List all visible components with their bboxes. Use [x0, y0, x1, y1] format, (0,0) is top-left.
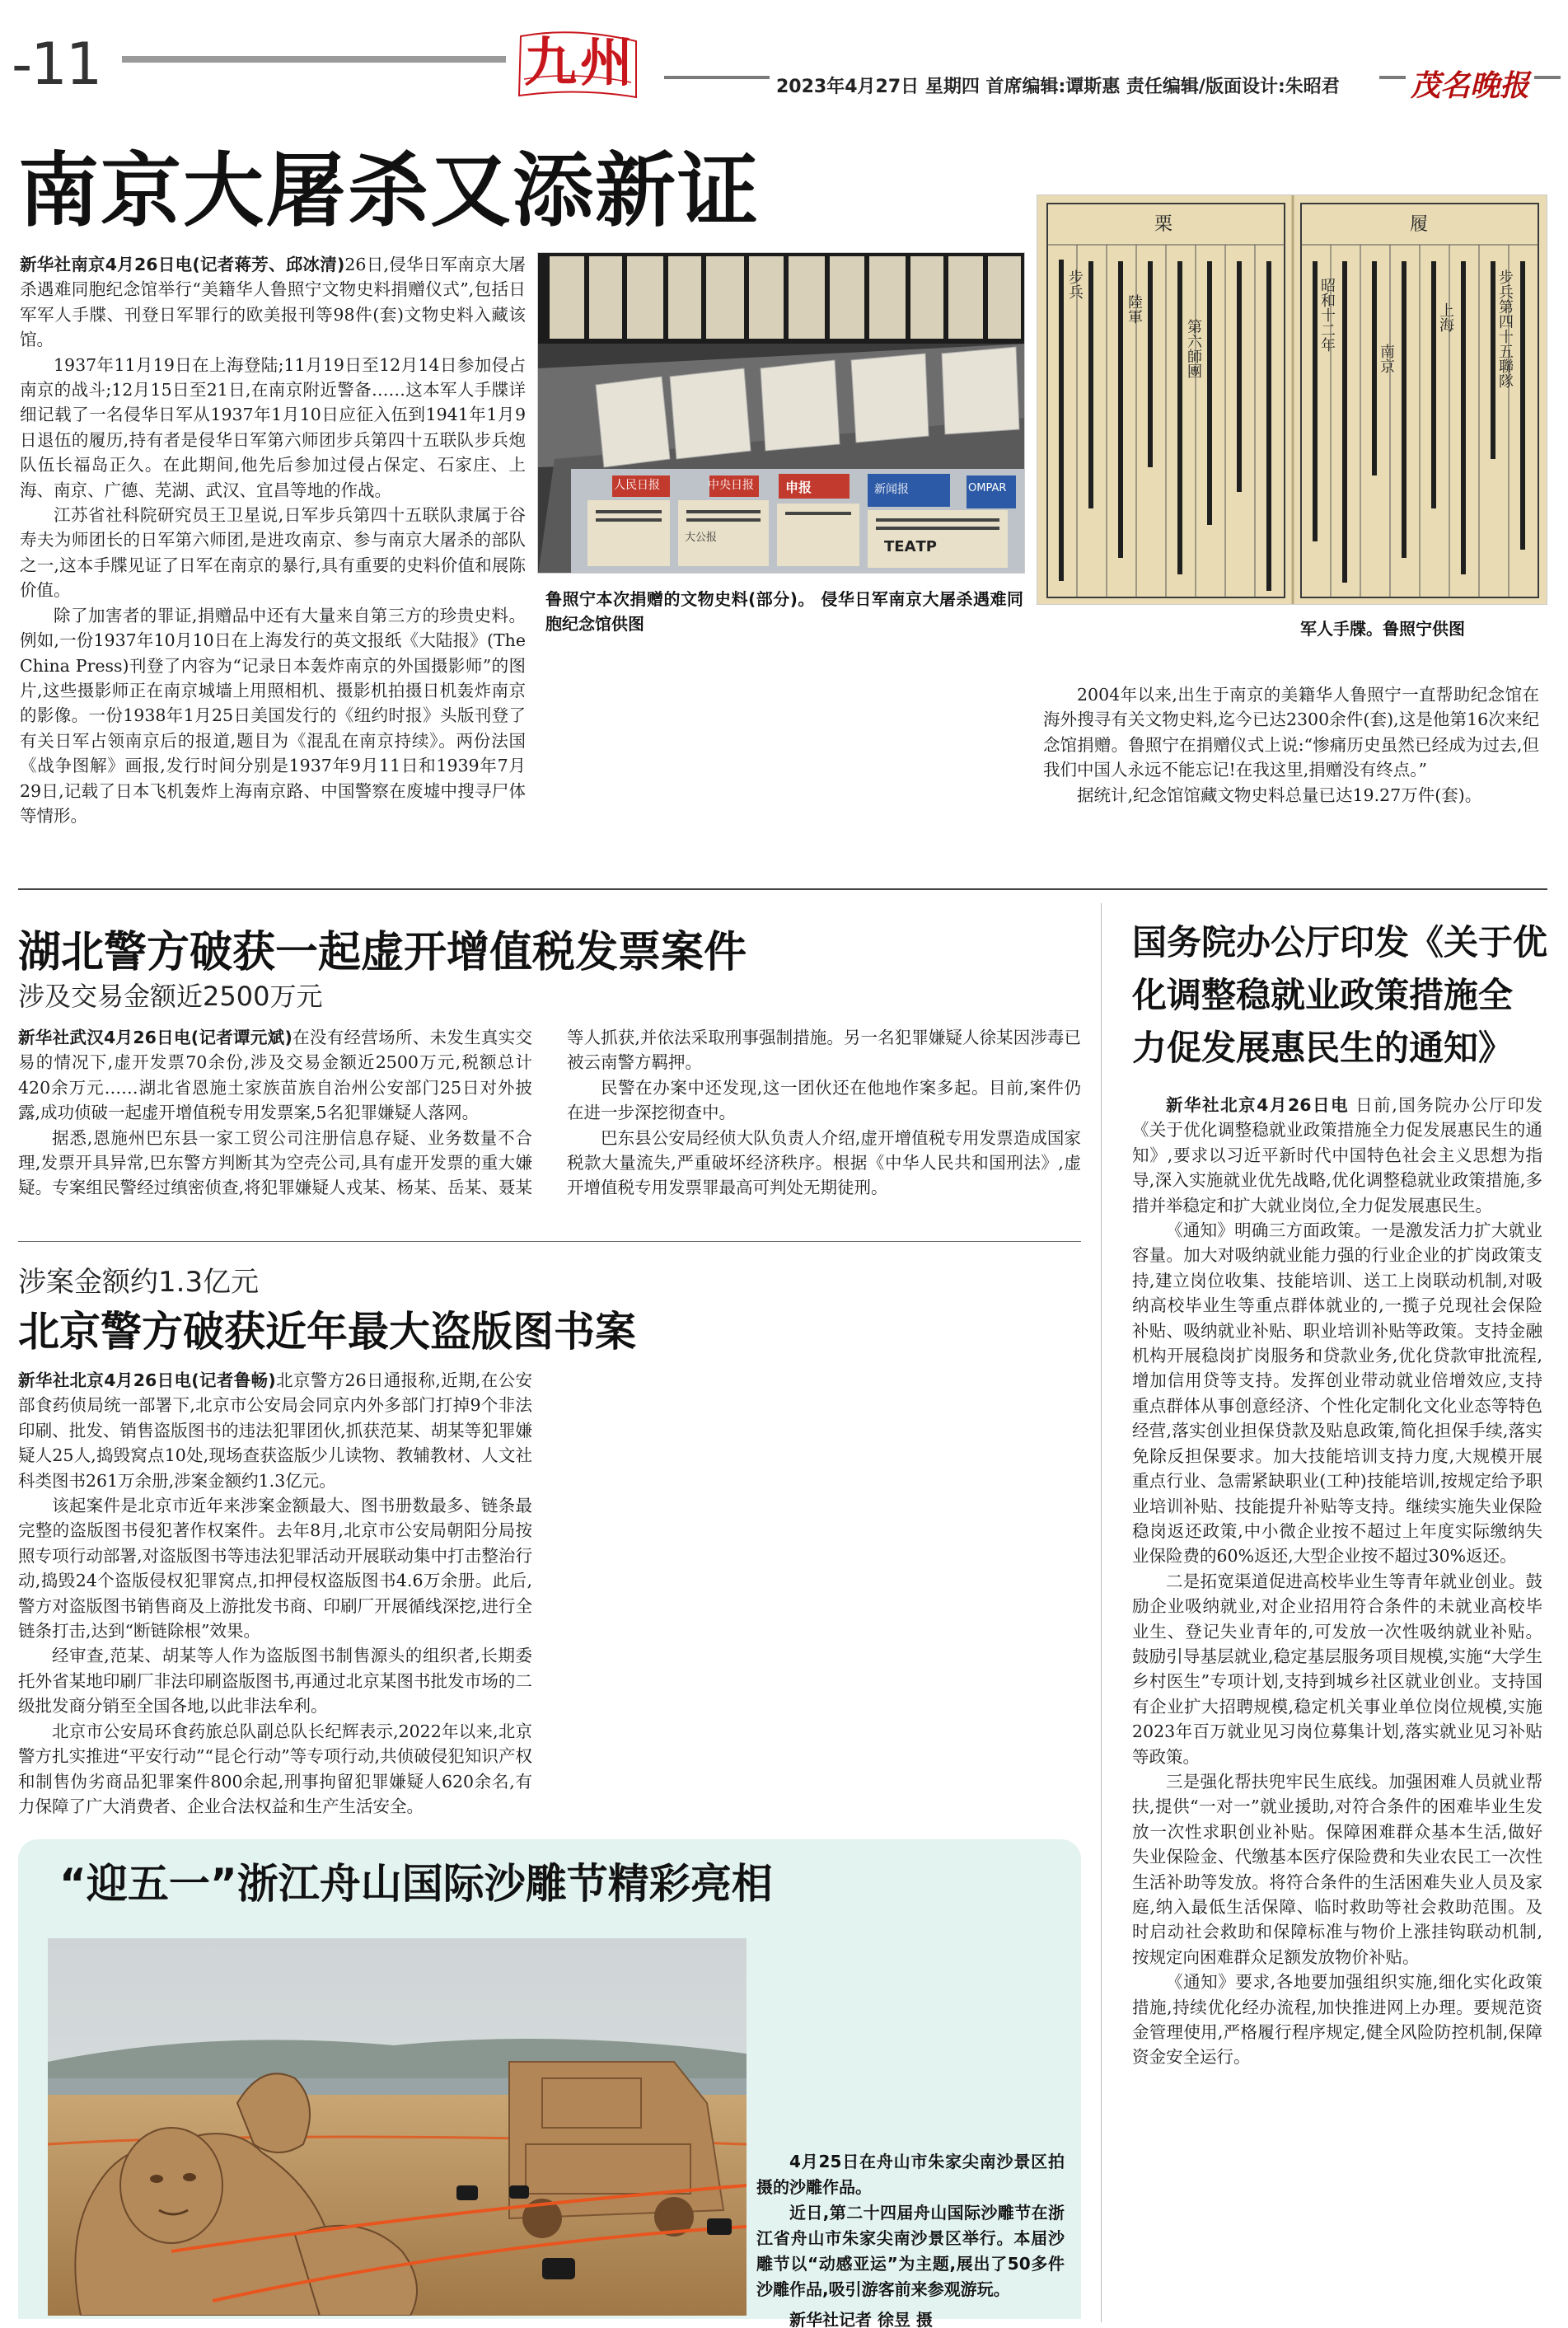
right-column-rule: [1101, 903, 1102, 2322]
sand-sculpture-illustration: [48, 1938, 747, 2316]
state-council-headline-line2: 化调整稳就业政策措施全: [1132, 975, 1514, 1015]
artifact-label-5: 大公报: [685, 532, 718, 544]
nanjing-column-1: [20, 252, 526, 852]
zhoushan-caption-p1: 4月25日在舟山市朱家尖南沙景区拍摄的沙雕作品。: [756, 2152, 1065, 2197]
artifact-label-3: 申报: [785, 480, 812, 495]
state-council-headline-line1: 国务院办公厅印发《关于优: [1132, 922, 1548, 963]
hubei-p2: 据悉,恩施州巴东县一家工贸公司注册信息存疑、业务数量不合理,发票开具异常,巴东警方判断其为空壳公司,具有虚开发票的重大嫌疑。专案组民警经过缜密侦查,将犯罪嫌疑人戎某、杨某、岳某、聂某等人抓获,并依法采取刑事强制措施。另一名犯罪嫌疑人徐某因涉毒已被云南警方羁押。: [18, 1028, 1081, 1198]
sand-sculpture-photo: [48, 1938, 747, 2316]
handbook-label-4: 陸軍: [1126, 294, 1143, 324]
nanjing-dateline: 新华社南京4月26日电(记者蒋芳、邱冰清): [20, 255, 345, 274]
section-divider-1: [18, 888, 1547, 890]
beijing-p4: 北京市公安局环食药旅总队副总队长纪辉表示,2022年以来,北京警方扎实推进“平安行动”“昆仑行动”等专项行动,共侦破侵犯知识产权和制售伪劣商品犯罪案件800余起,刑事拘留犯罪嫌疑人620余名,有力保障了广大消费者、企业合法权益和生产生活安全。: [18, 1721, 532, 1816]
state-council-dateline: 新华社北京4月26日电: [1166, 1095, 1350, 1115]
state-council-p2: 《通知》明确三方面政策。一是激发活力扩大就业容量。加大对吸纳就业能力强的行业企业的扩岗政策支持,建立岗位收集、技能培训、送工上岗联动机制,对吸纳高校毕业生等重点群体就业的,一揽子兑现社会保险补贴、吸纳就业补贴、职业培训补贴等政策。支持金融机构开展稳岗扩岗服务和贷款业务,优化贷款审批流程,增加信用贷等支持。发挥创业带动就业倍增效应,支持重点群体从事创意经济、个性化定制化文化业态等特色经营,落实创业担保贷款及贴息政策,简化担保手续,落实免除反担保要求。加大技能培训支持力度,大规模开展重点行业、急需紧缺职业(工种)技能培训,按规定给予职业培训补贴、技能提升补贴等支持。继续实施失业保险稳岗返还政策,中小微企业按不超过上年度实际缴纳失业保险费的60%返还,大型企业按不超过30%返还。: [1132, 1220, 1542, 1567]
hubei-headline: 湖北警方破获一起虚开增值税发票案件: [18, 928, 747, 977]
beijing-dateline: 新华社北京4月26日电(记者鲁畅): [18, 1370, 276, 1390]
handbook-label-3: 步兵: [1066, 269, 1084, 299]
nanjing-headline: 南京大屠杀又添新证: [18, 144, 761, 238]
artifact-label-7: OMPAR: [968, 482, 1007, 494]
hubei-dateline: 新华社武汉4月26日电(记者谭元斌): [18, 1028, 293, 1047]
handbook-label-1: 栗: [1154, 214, 1173, 235]
state-council-p5: 《通知》要求,各地要加强组织实施,细化实化政策措施,持续优化经办流程,加快推进网上办理。要规范资金管理使用,严格履行程序规定,健全风险防控机制,保障资金安全运行。: [1132, 1972, 1542, 2068]
handbook-label-6: 昭和十二年: [1318, 278, 1336, 352]
artifact-label-6: ТЕАТР: [884, 538, 937, 555]
zhoushan-caption-p2: 近日,第二十四届舟山国际沙雕节在浙江省舟山市朱家尖南沙景区举行。本届沙雕节以“动感亚运”为主题,展出了50多件沙雕作品,吸引游客前来参观游玩。: [756, 2203, 1065, 2299]
masthead-left-rule: [122, 56, 506, 63]
handbook-label-9: 步兵第四十五聯隊: [1496, 269, 1514, 388]
state-council-headline: [1132, 916, 1547, 1075]
beijing-p2: 该起案件是北京市近年来涉案金额最大、图书册数最多、链条最完整的盗版图书侵犯著作权案件。去年8月,北京市公安局朝阳分局按照专项行动部署,对盗版图书等违法犯罪活动开展联动集中打击整治行动,捣毁24个盗版侵权犯罪窝点,扣押侵权盗版图书4.6万余册。此后,警方对盗版图书销售商及上游批发书商、印刷厂开展循线深挖,进行全链条打击,达到“断链除根”效果。: [18, 1496, 532, 1642]
artifact-label-2: 中央日报: [708, 479, 754, 492]
photo1-caption: 鲁照宁本次捐赠的文物史料(部分)。 侵华日军南京大屠杀遇难同胞纪念馆供图: [545, 589, 1023, 634]
nanjing-photo-handbook: [1037, 194, 1547, 605]
zhoushan-headline: “迎五一”浙江舟山国际沙雕节精彩亮相: [59, 1860, 773, 1908]
nanjing-p2: 1937年11月19日在上海登陆;11月19日至12月14日参加侵占南京的战斗;12月15日至21日,在南京附近警备……这本军人手牒详细记载了一名侵华日军从1937年1月10日应征入伍到1941年1月9日退伍的履历,持有者是侵华日军第六师团步兵第四十五联队步兵炮队伍长福岛正久。在此期间,他先后参加过侵占保定、石家庄、上海、南京、广德、芜湖、武汉、宜昌等地的作战。: [20, 354, 526, 500]
state-council-p4: 三是强化帮扶兜牢民生底线。加强困难人员就业帮扶,提供“一对一”就业援助,对符合条件的困难毕业生发放一次性求职创业补贴。保障困难群众基本生活,做好失业保险金、代缴基本医疗保险费和失业农民工一次性生活补助等发放。将符合条件的生活困难失业人员及家庭,纳入最低生活保障、临时救助等社会救助范围。及时启动社会救助和保障标准与物价上涨挂钩联动机制,按规定向困难群众足额发放物价补贴。: [1132, 1771, 1542, 1967]
artifact-label-4: 新闻报: [874, 483, 909, 496]
beijing-body: [18, 1368, 1081, 1829]
section-divider-2: [18, 1241, 1081, 1242]
state-council-p3: 二是拓宽渠道促进高校毕业生等青年就业创业。鼓励企业吸纳就业,对企业招用符合条件的未就业高校毕业生、登记失业青年的,可发放一次性吸纳就业补贴。鼓励引导基层就业,稳定基层服务项目规模,实施“大学生乡村医生”专项计划,支持到城乡社区就业创业。支持国有企业扩大招聘规模,稳定机关事业单位岗位规模,实施2023年百万就业见习岗位募集计划,落实就业见习补贴等政策。: [1132, 1571, 1542, 1767]
state-council-headline-line3: 力促发展惠民生的通知》: [1132, 1028, 1514, 1068]
artifacts-illustration: [538, 253, 1025, 574]
nanjing-p3: 江苏省社科院研究员王卫星说,日军步兵第四十五联队隶属于谷寿夫为师团长的日军第六师团,是进攻南京、参与南京大屠杀的部队之一,这本手牒见证了日军在南京的暴行,具有重要的史料价值和展陈价值。: [20, 505, 526, 601]
hubei-p4: 巴东县公安局经侦大队负责人介绍,虚开增值税专用发票造成国家税款大量流失,严重破坏经济秩序。根据《中华人民共和国刑法》,虚开增值税专用发票罪最高可判处无期徒刑。: [567, 1127, 1081, 1198]
date-line: 2023年4月27日 星期四 首席编辑:谭斯惠 责任编辑/版面设计:朱昭君: [770, 73, 1379, 102]
artifact-label-1: 人民日报: [614, 479, 660, 492]
handbook-label-5: 第六師團: [1185, 319, 1202, 378]
nanjing-p1: 26日,侵华日军南京大屠杀遇难同胞纪念馆举行“美籍华人鲁照宁文物史料捐赠仪式”,包括日军军人手牒、刊登日军罪行的欧美报刊等98件(套)文物史料入藏该馆。: [20, 255, 526, 350]
section-name: 九州: [524, 33, 636, 94]
nanjing-column-3: [1043, 682, 1539, 864]
beijing-kicker: 涉案金额约1.3亿元: [18, 1266, 260, 1299]
hubei-p3: 民警在办案中还发现,这一团伙还在他地作案多起。目前,案件仍在进一步深挖彻查中。: [567, 1077, 1081, 1123]
hubei-body: [18, 1025, 1081, 1248]
section-logo: [516, 30, 639, 101]
beijing-p1: 北京警方26日通报称,近期,在公安部食药侦局统一部署下,北京市公安局会同京内外多部门打掉9个非法印刷、批发、销售盗版图书的违法犯罪团伙,抓获范某、胡某等犯罪嫌疑人25人,捣毁窝点10处,现场查获盗版少儿读物、教辅教材、人文社科类图书261万余册,涉案金额约1.3亿元。: [18, 1370, 532, 1491]
nanjing-p5: 2004年以来,出生于南京的美籍华人鲁照宁一直帮助纪念馆在海外搜寻有关文物史料,迄今已达2300余件(套),这是他第16次来纪念馆捐赠。鲁照宁在捐赠仪式上说:“惨痛历史虽然已经成为过去,但我们中国人永远不能忘记!在我这里,捐赠没有终点。”: [1043, 685, 1539, 780]
nanjing-photo-artifacts: [537, 252, 1025, 574]
nanjing-column-2: [537, 682, 1022, 864]
photo2-caption: 军人手牒。鲁照宁供图: [1300, 619, 1465, 639]
page-number: -11: [12, 30, 101, 98]
zhoushan-credit: 新华社记者 徐昱 摄: [789, 2310, 933, 2328]
state-council-p1: 日前,国务院办公厅印发《关于优化调整稳就业政策措施全力促发展惠民生的通知》,要求以习近平新时代中国特色社会主义思想为指导,深入实施就业优先战略,优化调整稳就业政策措施,多措并举稳定和扩大就业岗位,全力促发展惠民生。: [1132, 1095, 1542, 1216]
handbook-ink: [1037, 195, 1547, 605]
paper-logo: 茂名晚报: [1406, 68, 1534, 105]
handbook-label-2: 履: [1410, 214, 1429, 235]
state-council-body: [1132, 1093, 1542, 2322]
nanjing-p4: 除了加害者的罪证,捐赠品中还有大量来自第三方的珍贵史料。例如,一份1937年10月10日在上海发行的英文报纸《大陆报》(The China Press)刊登了内容为“记录日本轰炸南京的外国摄影师”的图片,这些摄影师正在南京城墙上用照相机、摄影机拍摄日机轰炸南京的影像。一份1938年1月25日美国发行的《纽约时报》头版刊登了有关日军占领南京后的报道,题目为《混乱在南京持续》。两份法国《战争图解》画报,发行时间分别是1937年9月11日和1939年7月29日,记载了日本飞机轰炸上海南京路、中国警察在废墟中搜寻尸体等情形。: [20, 605, 526, 826]
zhoushan-caption: [756, 2149, 1065, 2328]
handbook-label-7: 南京: [1378, 344, 1395, 373]
hubei-p1: 在没有经营场所、未发生真实交易的情况下,虚开发票70余份,涉及交易金额近2500万元,税额总计420余万元……湖北省恩施土家族苗族自治州公安部门25日对外披露,成功侦破一起虚开增值税专用发票案,5名犯罪嫌疑人落网。: [18, 1028, 532, 1123]
hubei-subhead: 涉及交易金额近2500万元: [18, 981, 323, 1012]
handbook-label-8: 上海: [1437, 302, 1454, 332]
beijing-headline: 北京警方破获近年最大盗版图书案: [18, 1308, 636, 1356]
nanjing-p6: 据统计,纪念馆馆藏文物史料总量已达19.27万件(套)。: [1077, 785, 1482, 805]
beijing-p3: 经审查,范某、胡某等人作为盗版图书制售源头的组织者,长期委托外省某地印刷厂非法印刷盗版图书,再通过北京某图书批发市场的二级批发商分销至全国各地,以此非法牟利。: [18, 1646, 532, 1717]
